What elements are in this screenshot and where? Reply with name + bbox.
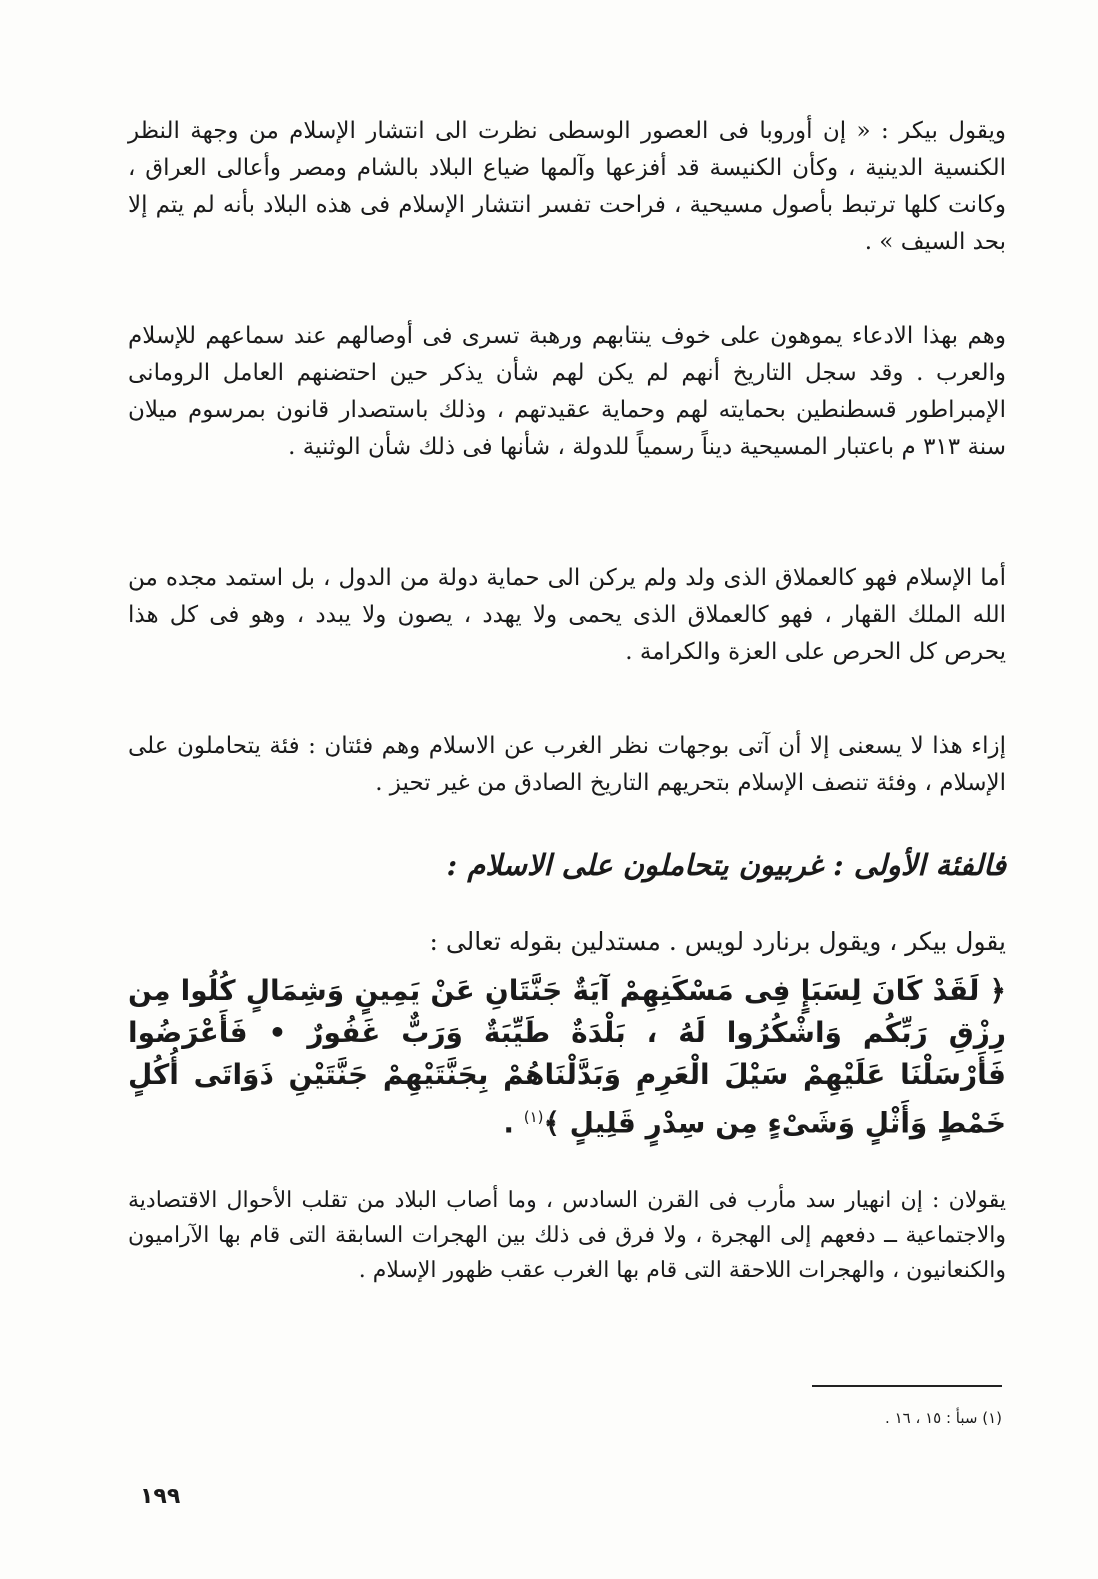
footnote-reference: (١) [523,1108,544,1126]
paragraph-becker-lewis: يقول بيكر ، ويقول برنارد لويس . مستدلين بقوله تعالى : [429,927,1006,956]
paragraph-islam-giant: أما الإسلام فهو كالعملاق الذى ولد ولم يركن الى حماية دولة من الدول ، بل استمد مجده من الله الملك القهار ، فهو كالعملاق الذى يحمى ولا يهدد ، يصون ولا يبدد ، وهو فى كل هذا يحرص كل الحرص على العزة والكرامة . [128,565,1006,665]
footnote: (١) سبأ : ١٥ ، ١٦ . [885,1409,1002,1427]
section-heading: فالفئة الأولى : غربيون يتحاملون على الاسلام : [446,848,1006,882]
quran-verse [128,970,1006,1144]
paragraph-marib-dam: يقولان : إن انهيار سد مأرب فى القرن السادس ، وما أصاب البلاد من تقلب الأحوال الاقتصادية والاجتماعية ــ دفعهم إلى الهجرة ، ولا فرق فى ذلك بين الهجرات السابقة التى قام بها الآراميون والكنعانيون ، والهجرات اللاحقة التى قام بها الغرب عقب ظهور الإسلام . [128,1188,1006,1283]
quran-verse-text: ﴿ لَقَدْ كَانَ لِسَبَإٍ فِى مَسْكَنِهِمْ آيَةٌ جَنَّتَانِ عَنْ يَمِينٍ وَشِمَالٍ كُلُوا مِن رِزْقِ رَبِّكُم وَاشْكُرُوا لَهُ ، بَلْدَةٌ طَيِّبَةٌ وَرَبٌّ غَفُورٌ • فَأَعْرَضُوا فَأَرْسَلْنَا عَلَيْهِمْ سَيْلَ الْعَرِمِ وَبَدَّلْنَاهُمْ بِجَنَّتَيْهِمْ جَنَّتَيْنِ ذَوَاتَى أُكُلٍ خَمْطٍ وَأَثْلٍ وَشَىْءٍ مِن سِدْرٍ قَلِيلٍ ﴾ [128,974,1006,1140]
paragraph-constantine: وهم بهذا الادعاء يموهون على خوف ينتابهم ورهبة تسرى فى أوصالهم عند سماعهم للإسلام والعرب . وقد سجل التاريخ أنهم لم يكن لهم شأن يذكر حين احتضنهم العامل الرومانى الإمبراطور قسطنطين بحمايته لهم وحماية عقيدتهم ، وذلك باستصدار قانون بمرسوم ميلان سنة ٣١٣ م باعتبار المسيحية ديناً رسمياً للدولة ، شأنها فى ذلك شأن الوثنية . [128,323,1006,460]
paragraph-becker-quote: ويقول بيكر : « إن أوروبا فى العصور الوسطى نظرت الى انتشار الإسلام من وجهة النظر الكنسية الدينية ، وكأن الكنيسة قد أفزعها وآلمها ضياع البلاد بالشام ومصر وأعالى العراق ، وكانت كلها ترتبط بأصول مسيحية ، فراحت تفسر انتشار الإسلام فى هذه البلاد بأنه لم يتم إلا بحد السيف » . [128,118,1006,255]
footnote-divider [812,1385,1002,1387]
quran-verse-end: . [503,1106,524,1140]
page-number: ١٩٩ [140,1484,181,1509]
paragraph-western-views: إزاء هذا لا يسعنى إلا أن آتى بوجهات نظر الغرب عن الاسلام وهم فئتان : فئة يتحاملون على الإسلام ، وفئة تنصف الإسلام بتحريهم التاريخ الصادق من غير تحيز . [128,733,1006,796]
